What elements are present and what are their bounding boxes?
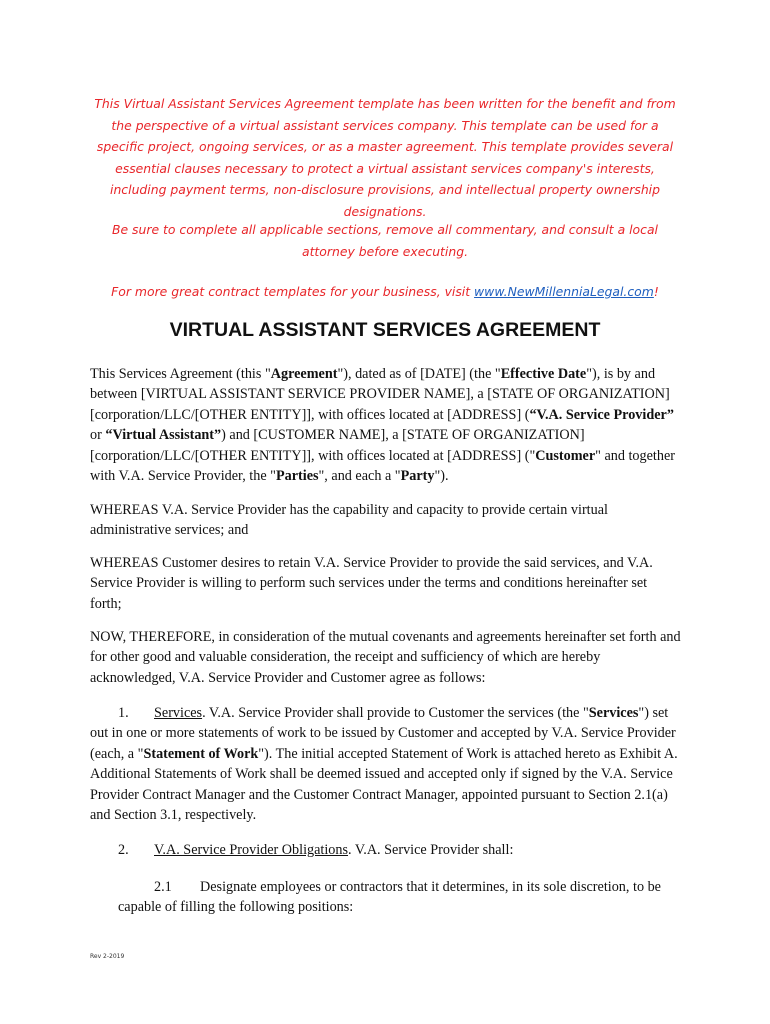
commentary-intro: This Virtual Assistant Services Agreement template has been written for the benefit and from the perspective of a virtual assistant services company. This template can be used for a specific project, ongoing services, or as a master agreement. This template provides several essential clauses necessary to protect a virtual assistant services company's interests, including payment terms, non-disclosure provisions, and intellectual property ownership designations. (94, 96, 676, 219)
website-link[interactable]: www.NewMillenniaLegal.com (474, 284, 654, 299)
preamble-paragraph (90, 364, 682, 486)
section-number: 1. (118, 705, 129, 721)
preamble-text: ) and [CUSTOMER NAME], a [STATE OF ORGANIZATION] [corporation/LLC/[OTHER ENTITY]], with offices located at [ADDRESS] (" (90, 427, 585, 464)
defined-term: Effective Date (500, 366, 587, 382)
section-2-1 (118, 877, 682, 918)
defined-term: “V.A. Service Provider” (529, 406, 674, 423)
section-2-obligations (90, 840, 682, 860)
document-title: VIRTUAL ASSISTANT SERVICES AGREEMENT (169, 319, 601, 341)
commentary-more-templates (88, 281, 682, 303)
preamble-text: "), dated as of [DATE] (the " (337, 366, 501, 382)
preamble-text: " and together with V.A. Service Provider, the " (90, 447, 675, 485)
section-text: ") set out in one or more statements of work to be issued by Customer and accepted by V.A. Service Provider (each, a " (90, 705, 676, 762)
defined-term: Party (400, 468, 435, 485)
preamble-text: "). (434, 468, 449, 485)
section-heading: V.A. Service Provider Obligations (154, 842, 349, 858)
section-heading: Services (154, 705, 203, 721)
section-number: 2. (118, 842, 129, 858)
commentary-instructions: Be sure to complete all applicable sections, remove all commentary, and consult a local attorney before executing. (111, 222, 658, 259)
defined-term: Statement of Work (143, 745, 259, 762)
subsection-text: Designate employees or contractors that it determines, in its sole discretion, to be capable of filling the following positions: (118, 879, 661, 916)
preamble-text: "), is by and between [VIRTUAL ASSISTANT SERVICE PROVIDER NAME], a [STATE OF ORGANIZATION] [corporation/LLC/[OTHER ENTITY]], with offices located at [ADDRESS] ( (90, 366, 670, 423)
more-suffix: ! (653, 284, 659, 299)
whereas-paragraph-1: WHEREAS V.A. Service Provider has the capability and capacity to provide certain virtual administrative services; and (90, 502, 608, 539)
revision-footer: Rev 2-2019 (90, 953, 125, 960)
defined-term: “Virtual Assistant” (105, 427, 222, 444)
subsection-number: 2.1 (154, 879, 172, 895)
more-prefix: For more great contract templates for your business, visit (111, 284, 475, 299)
now-therefore-paragraph: NOW, THEREFORE, in consideration of the mutual covenants and agreements hereinafter set forth and for other good and valuable consideration, the receipt and sufficiency of which are hereby acknowledged, V.A. Service Provider and Customer agree as follows: (90, 629, 681, 686)
section-1-services (90, 703, 682, 825)
preamble-text: or (90, 427, 106, 444)
section-text: "). The initial accepted Statement of Work is attached hereto as Exhibit A. Additional Statements of Work shall be deemed issued and accepted only if signed by the V.A. Service Provider Contract Manager and the Customer Contract Manager, appointed pursuant to Section 2.1(a) and Section 3.1, respectively. (90, 745, 678, 824)
section-text: . V.A. Service Provider shall: (348, 842, 514, 858)
preamble-text: This Services Agreement (this " (90, 366, 271, 382)
defined-term: Customer (535, 447, 596, 464)
preamble-text: ", and each a " (318, 468, 401, 485)
section-text: . V.A. Service Provider shall provide to Customer the services (the " (202, 705, 589, 721)
whereas-paragraph-2: WHEREAS Customer desires to retain V.A. Service Provider to provide the said services, and V.A. Service Provider is willing to perform such services under the terms and conditions hereinafter set forth; (90, 555, 653, 612)
defined-term: Agreement (270, 366, 338, 382)
defined-term: Parties (275, 468, 319, 485)
defined-term: Services (588, 705, 639, 721)
